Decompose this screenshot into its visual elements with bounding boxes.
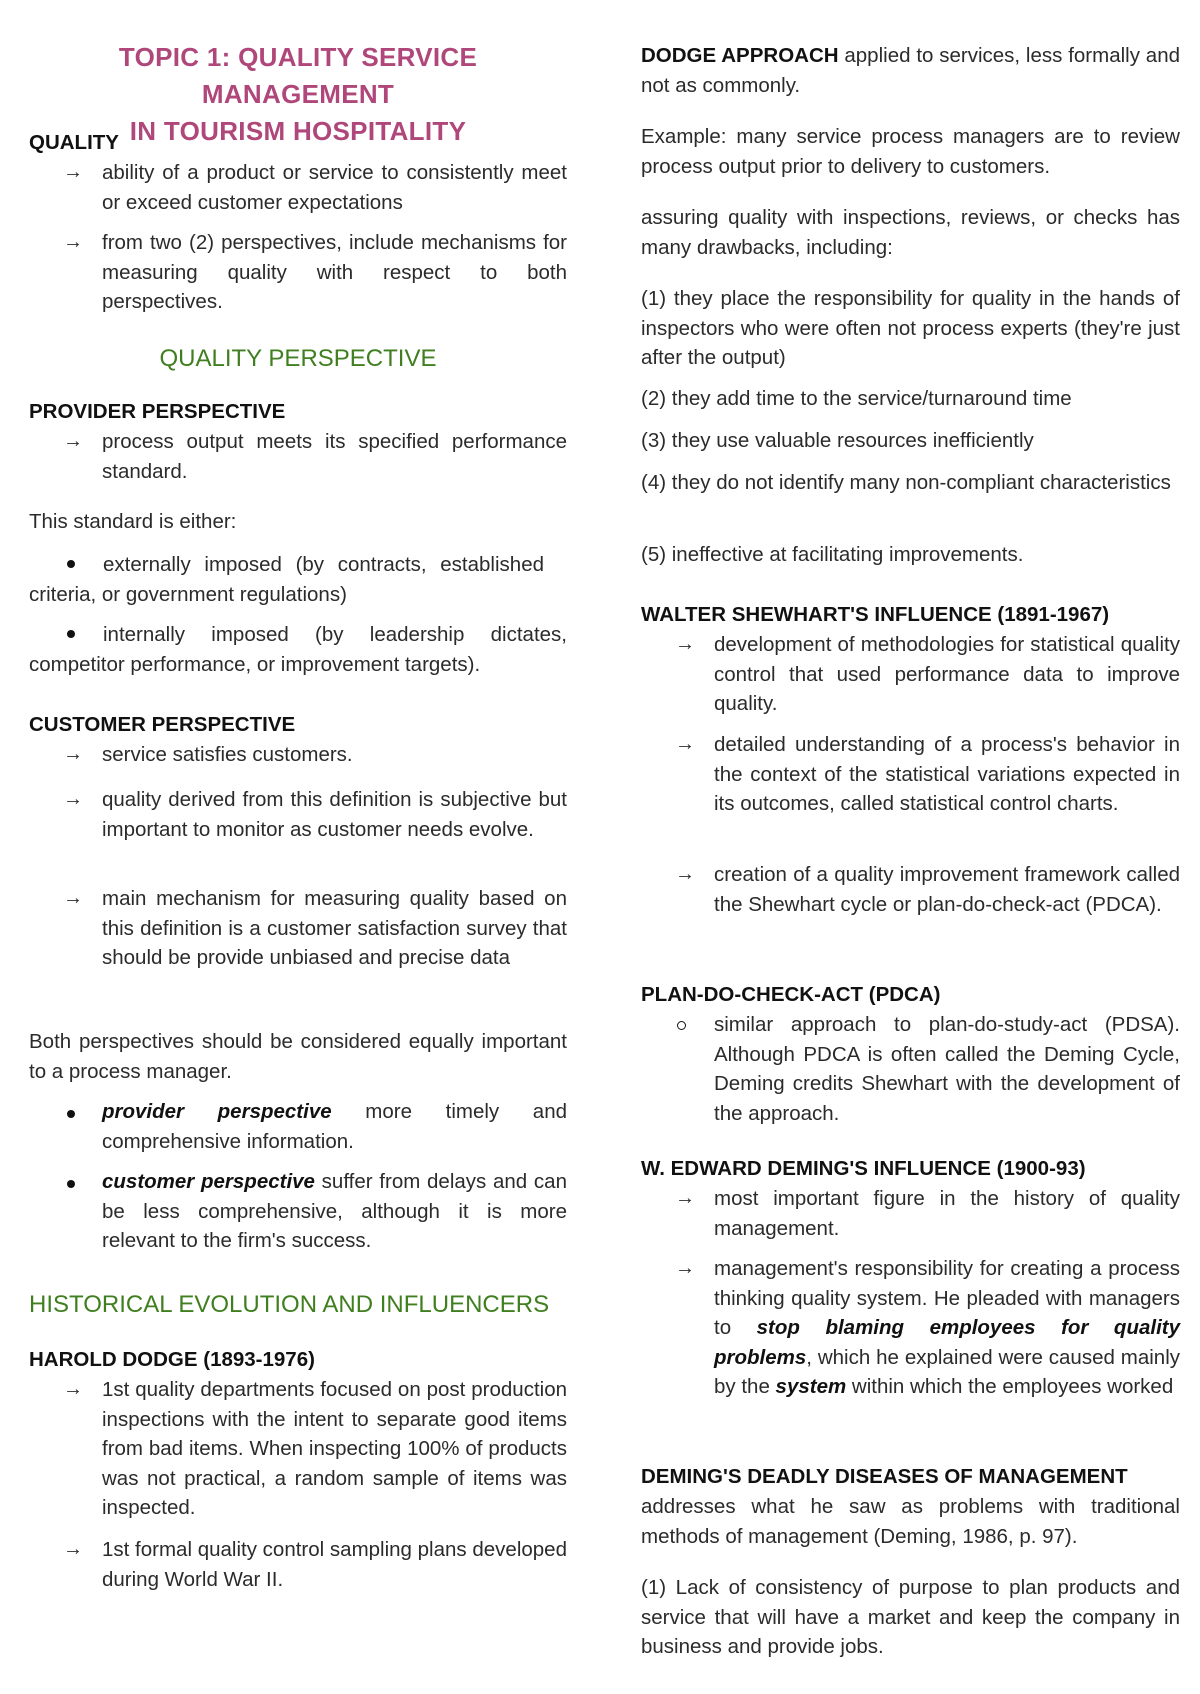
section-heading: QUALITY PERSPECTIVE (159, 345, 437, 372)
arrow-icon: → (675, 733, 695, 755)
list-item: → ability of a product or service to consistently meet or exceed customer expectations (29, 158, 567, 217)
drawback-item: (3) they use valuable resources inefficiently (641, 429, 1034, 452)
list-item: → detailed understanding of a process's behavior in the context of the statistical variations expected in its outcomes, called statistical control charts. (641, 730, 1180, 819)
drawback-item: (1) they place the responsibility for quality in the hands of inspectors who were often not process experts (they're just after the output) (641, 287, 1180, 369)
list-item: → creation of a quality improvement framework called the Shewhart cycle or plan-do-check-act (PDCA). (641, 860, 1180, 919)
list-item: → 1st formal quality control sampling plans developed during World War II. (29, 1535, 567, 1594)
arrow-icon: → (63, 161, 83, 183)
list-item: → main mechanism for measuring quality based on this definition is a customer satisfaction survey that should be provide unbiased and precise data (29, 884, 567, 973)
customer-heading: CUSTOMER PERSPECTIVE (29, 713, 296, 736)
title-line-2: IN TOURISM HOSPITALITY (129, 116, 467, 146)
list-item: similar approach to plan-do-study-act (PDSA). Although PDCA is often called the Deming Cycle, Deming credits Shewhart with the development of the approach. (641, 1010, 1180, 1128)
arrow-icon: → (675, 1257, 695, 1279)
list-item: → development of methodologies for statistical quality control that used performance data to improve quality. (641, 630, 1180, 719)
section-heading: HISTORICAL EVOLUTION AND INFLUENCERS (29, 1291, 550, 1318)
list-item: provider perspective more timely and comprehensive information. (29, 1097, 567, 1156)
quality-heading: QUALITY (29, 131, 119, 154)
drawback-item: (2) they add time to the service/turnaround time (641, 387, 1072, 410)
list-item: → management's responsibility for creating a process thinking quality system. He pleaded with managers to stop blaming employees for quality problems, which he explained were caused mainly by the system within which the employees worked (641, 1254, 1180, 1402)
bullet-icon (67, 630, 75, 638)
bullet-icon (67, 560, 75, 568)
list-item: externally imposed (by contracts, established criteria, or government regulations) (29, 553, 544, 606)
shewhart-heading: WALTER SHEWHART'S INFLUENCE (1891-1967) (641, 603, 1110, 626)
arrow-icon: → (675, 863, 695, 885)
diseases-text: addresses what he saw as problems with traditional methods of management (Deming, 1986, p. 97). (641, 1495, 1180, 1548)
title-line-1: TOPIC 1: QUALITY SERVICE MANAGEMENT (118, 42, 478, 109)
arrow-icon: → (63, 430, 83, 452)
provider-heading: PROVIDER PERSPECTIVE (29, 400, 286, 423)
arrow-icon: → (63, 1378, 83, 1400)
list-item: → process output meets its specified performance standard. (29, 427, 567, 486)
list-item: → service satisfies customers. (29, 740, 567, 770)
dodge-approach: DODGE APPROACH applied to services, less formally and not as commonly. (641, 44, 1180, 97)
diseases-heading: DEMING'S DEADLY DISEASES OF MANAGEMENT (641, 1465, 1128, 1488)
arrow-icon: → (63, 1538, 83, 1560)
list-item: customer perspective suffer from delays and can be less comprehensive, although it is more relevant to the firm's success. (29, 1167, 567, 1256)
list-item: → from two (2) perspectives, include mechanisms for measuring quality with respect to both perspectives. (29, 228, 567, 317)
both-perspectives-text: Both perspectives should be considered equally important to a process manager. (29, 1030, 567, 1083)
pdca-heading: PLAN-DO-CHECK-ACT (PDCA) (641, 983, 941, 1006)
circle-bullet-icon (677, 1021, 686, 1030)
arrow-icon: → (63, 743, 83, 765)
right-column (600, 0, 1200, 1694)
deming-heading: W. EDWARD DEMING'S INFLUENCE (1900-93) (641, 1157, 1086, 1180)
arrow-icon: → (63, 788, 83, 810)
example-text: Example: many service process managers are to review process output prior to delivery to customers. (641, 125, 1180, 178)
assuring-text: assuring quality with inspections, reviews, or checks has many drawbacks, including: (641, 206, 1180, 259)
dodge-heading: HAROLD DODGE (1893-1976) (29, 1348, 315, 1371)
list-item: → 1st quality departments focused on post production inspections with the intent to separate good items from bad items. When inspecting 100% of products was not practical, a random sample of items was inspected. (29, 1375, 567, 1523)
bullet-icon (67, 1180, 75, 1188)
arrow-icon: → (63, 231, 83, 253)
bullet-icon (67, 1110, 75, 1118)
arrow-icon: → (63, 887, 83, 909)
arrow-icon: → (675, 633, 695, 655)
drawback-item: (5) ineffective at facilitating improvements. (641, 543, 1024, 566)
standard-text: This standard is either: (29, 510, 237, 533)
list-item: → most important figure in the history of quality management. (641, 1184, 1180, 1243)
list-item: → quality derived from this definition is subjective but important to monitor as customer needs evolve. (29, 785, 567, 844)
disease-item: (1) Lack of consistency of purpose to plan products and service that will have a market and keep the company in business and provide jobs. (641, 1576, 1180, 1658)
drawback-item: (4) they do not identify many non-compliant characteristics (641, 471, 1171, 494)
list-item: internally imposed (by leadership dictates, competitor performance, or improvement targets). (29, 623, 567, 676)
arrow-icon: → (675, 1187, 695, 1209)
